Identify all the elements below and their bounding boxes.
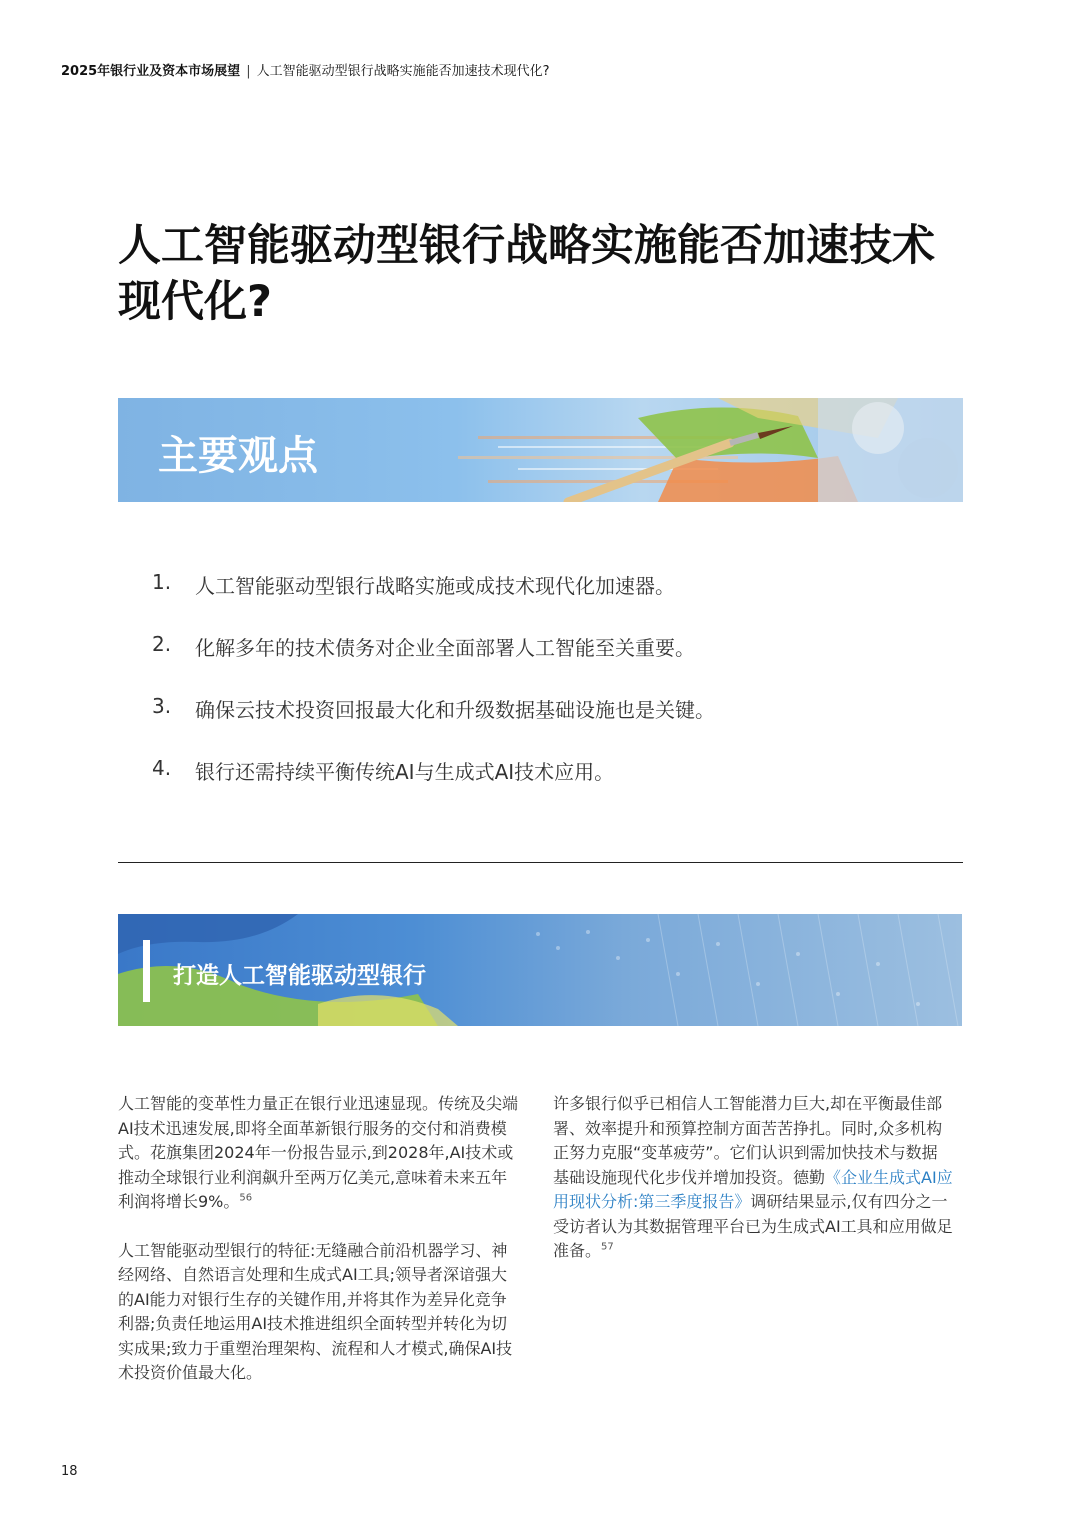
paragraph (118, 1092, 518, 1215)
paragraph-text: 许多银行似乎已相信人工智能潜力巨大,却在平衡最佳部署、效率提升和预算控制方面苦苦挣扎。同时,众多机构正努力克服“变革疲劳”。它们认识到需加快技术与数据基础设施现代化步伐并增加投资。德勤 (553, 1094, 943, 1187)
footnote-ref: 56 (239, 1192, 253, 1204)
item-number: 4. (152, 756, 172, 780)
paragraph-text: 调研结果显示,仅有四分之一受访者认为其数据管理平台已为生成式AI工具和应用做足准备。 (553, 1192, 953, 1260)
item-text: 化解多年的技术债务对企业全面部署人工智能至关重要。 (195, 636, 695, 660)
item-text: 银行还需持续平衡传统AI与生成式AI技术应用。 (195, 760, 615, 784)
item-number: 1. (152, 570, 172, 594)
report-link[interactable]: 《企业生成式AI应用现状分析:第三季度报告》 (553, 1167, 953, 1211)
page-number: 18 (61, 1464, 78, 1479)
key-points-heading: 主要观点 (158, 433, 318, 479)
item-text: 确保云技术投资回报最大化和升级数据基础设施也是关键。 (195, 698, 715, 722)
list-item (152, 570, 715, 632)
paragraph-text: 人工智能的变革性力量正在银行业迅速显现。传统及尖端AI技术迅速发展,即将全面革新银行服务的交付和消费模式。花旗集团2024年一份报告显示,到2028年,AI技术或推动全球银行业利润飙升至两万亿美元,意味着未来五年利润将增长9%。 (118, 1094, 519, 1211)
section-heading: 打造人工智能驱动型银行 (173, 963, 426, 989)
running-header (61, 60, 549, 79)
paragraph (553, 1092, 953, 1264)
section-title: 人工智能驱动型银行战略实施能否加速技术现代化? (256, 64, 550, 79)
list-item (152, 694, 715, 756)
header-separator: | (246, 64, 251, 79)
item-number: 2. (152, 632, 172, 656)
item-text: 人工智能驱动型银行战略实施或成技术现代化加速器。 (195, 574, 675, 598)
section-banner (118, 914, 962, 1026)
title-line-1: 人工智能驱动型银行战略实施能否加速技术 (118, 221, 935, 271)
publication-title: 2025年银行业及资本市场展望 (61, 64, 241, 79)
page-title (118, 218, 968, 330)
paragraph-text: 人工智能驱动型银行的特征:无缝融合前沿机器学习、神经网络、自然语言处理和生成式AI工具;领导者深谙强大的AI能力对银行生存的关键作用,并将其作为差异化竞争利器;负责任地运用AI技术推进组织全面转型并转化为切实成果;致力于重塑治理架构、流程和人才模式,确保AI技术投资价值最大化。 (118, 1240, 513, 1382)
left-column (118, 1092, 518, 1410)
section-divider (118, 862, 963, 863)
paragraph (118, 1239, 518, 1386)
key-points-banner (118, 398, 963, 502)
title-line-2: 现代化? (118, 277, 272, 327)
right-column (553, 1092, 953, 1288)
list-item (152, 756, 715, 818)
accent-bar (143, 940, 150, 1002)
footnote-ref: 57 (601, 1241, 614, 1253)
item-number: 3. (152, 694, 172, 718)
key-points-list (152, 570, 715, 818)
list-item (152, 632, 715, 694)
